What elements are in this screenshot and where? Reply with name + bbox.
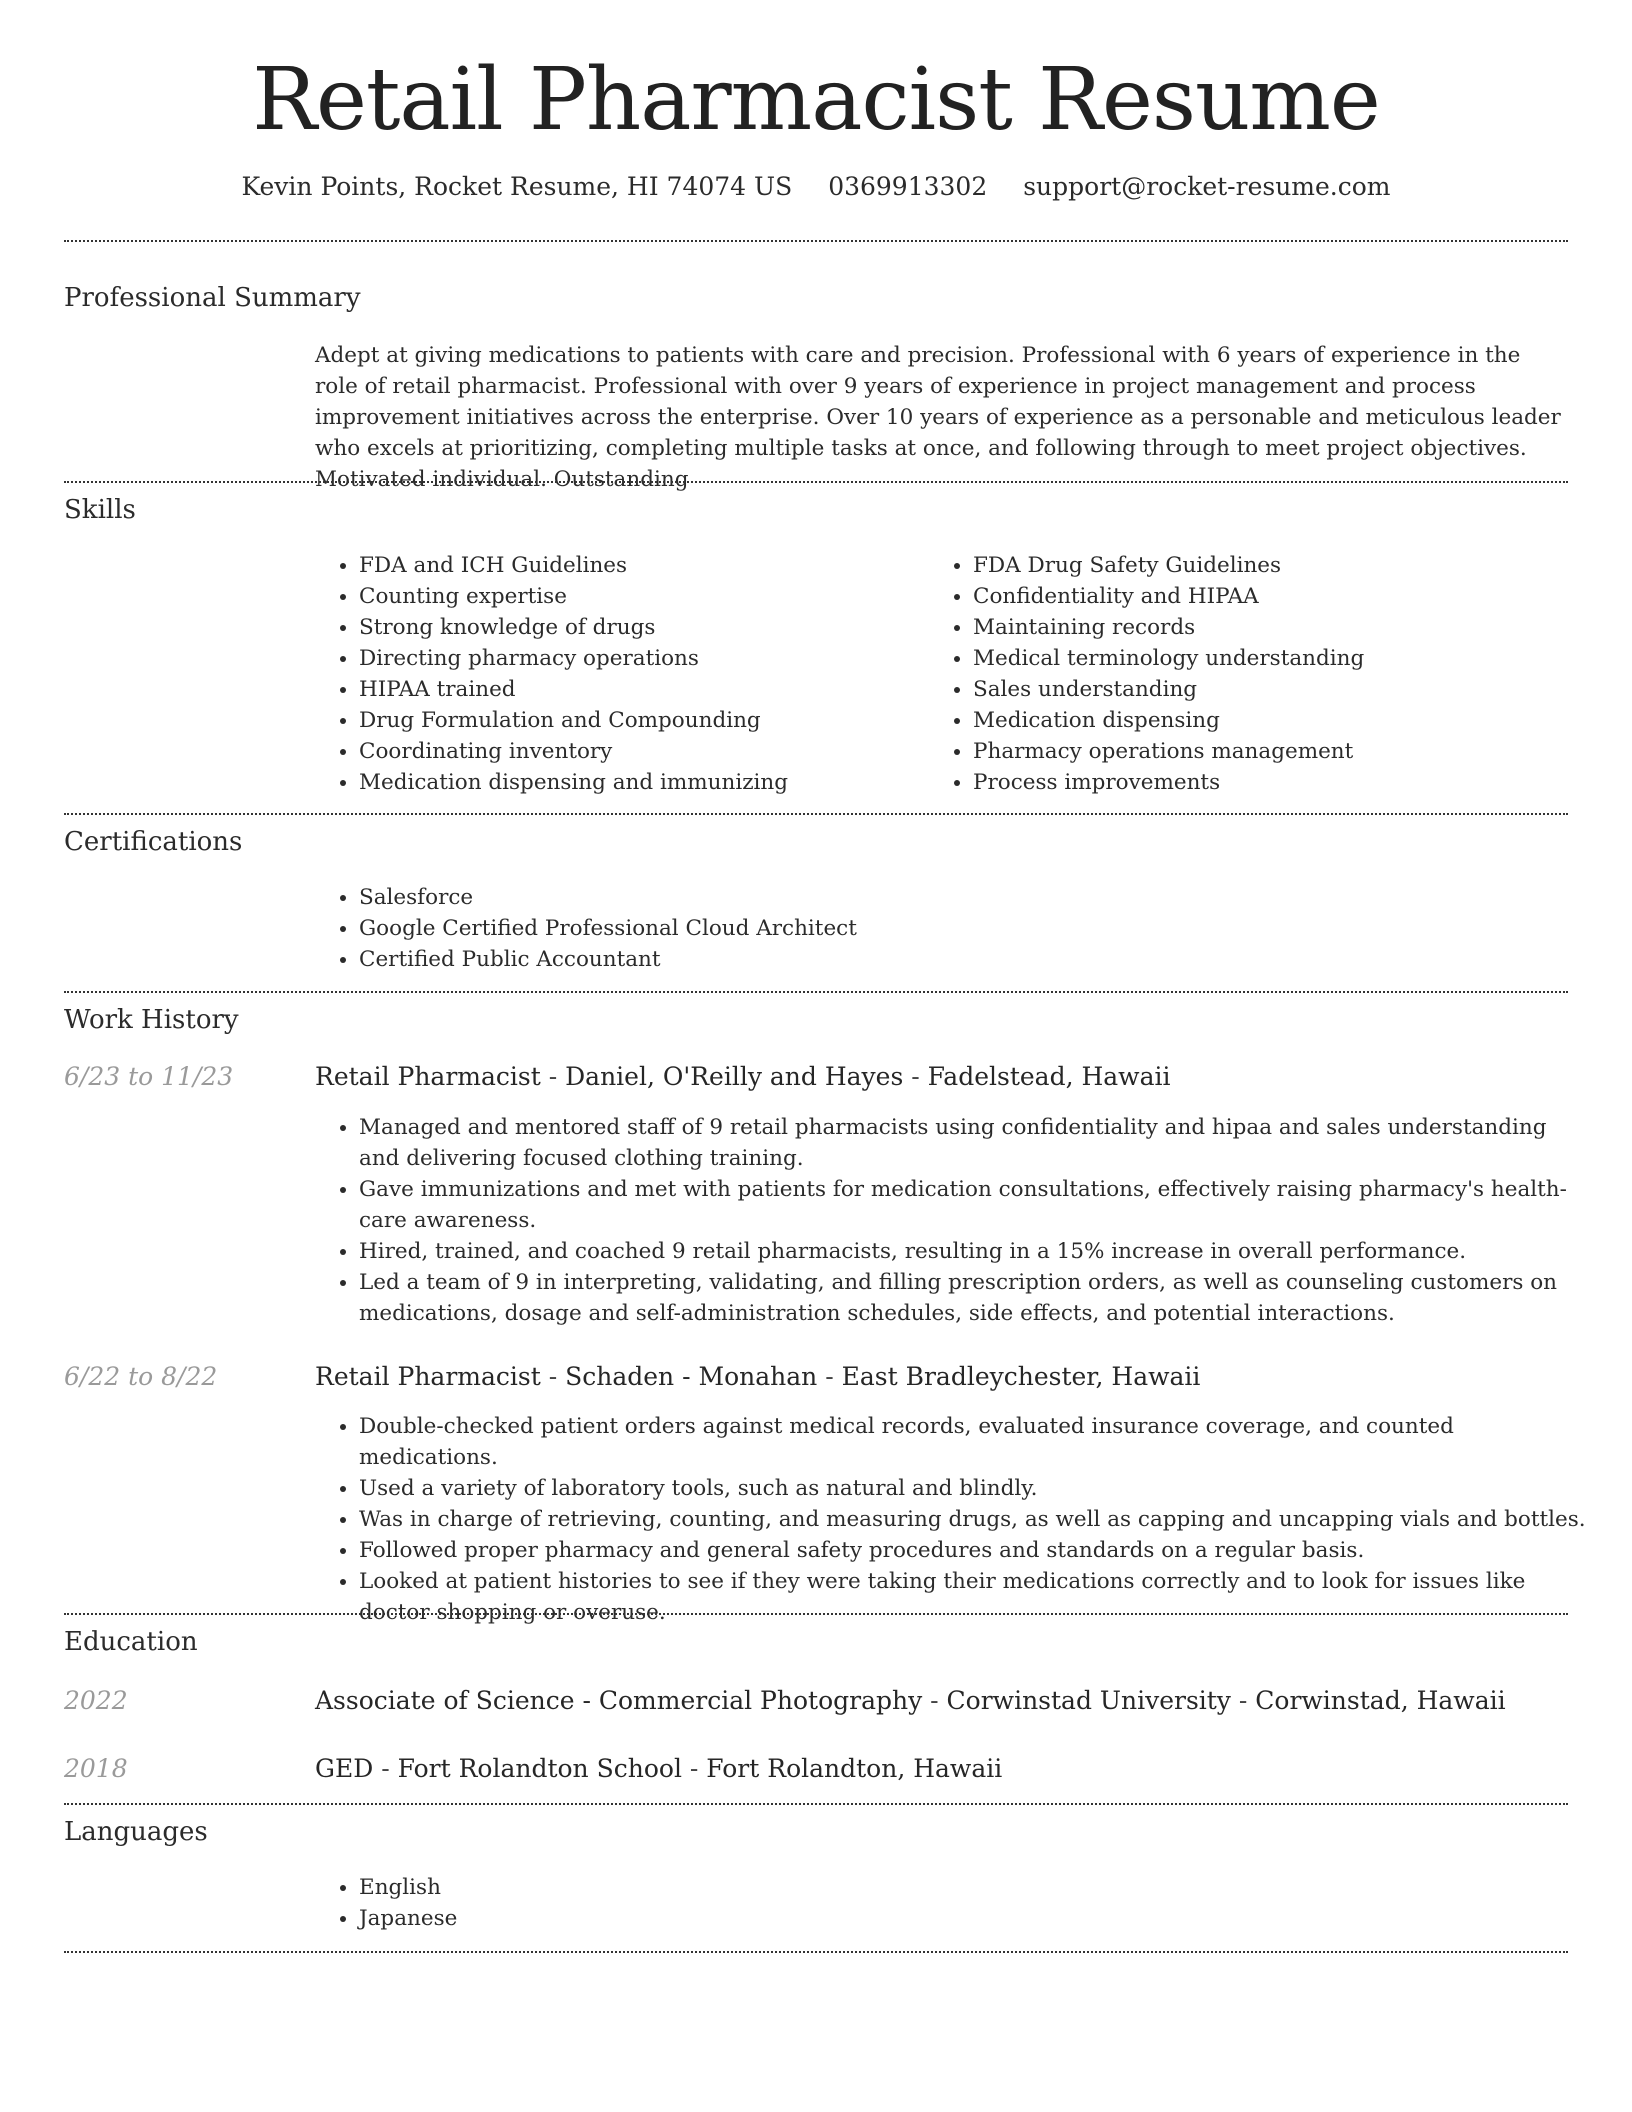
section-title-languages: Languages xyxy=(64,1817,208,1847)
certifications-list xyxy=(315,882,1559,975)
separator: - xyxy=(373,1754,398,1783)
list-item: • FDA and ICH Guidelines xyxy=(359,550,919,581)
list-item: • Drug Formulation and Compounding xyxy=(359,705,919,736)
list-item: • Hired, trained, and coached 9 retail pharmacists, resulting in a 15% increase in overall performance. xyxy=(359,1236,1589,1267)
list-item: • Medication dispensing xyxy=(973,705,1573,736)
list-item: • FDA Drug Safety Guidelines xyxy=(973,550,1573,581)
list-item: • Led a team of 9 in interpreting, validating, and filling prescription orders, as well as counseling customers on medications, dosage and self-administration schedules, side effects, and potential interactions. xyxy=(359,1267,1589,1329)
resume-title: Retail Pharmacist Resume xyxy=(252,50,1380,150)
separator: - xyxy=(903,1062,928,1091)
skills-list-right xyxy=(929,550,1573,798)
list-item: • Google Certified Professional Cloud Architect xyxy=(359,913,1559,944)
separator: - xyxy=(1230,1686,1256,1715)
job-heading xyxy=(315,1060,1170,1094)
contact-address: Kevin Points, Rocket Resume, HI 74074 US xyxy=(241,172,793,201)
job-title: Retail Pharmacist xyxy=(315,1362,541,1391)
list-item: • Was in charge of retrieving, counting, and measuring drugs, as well as capping and uncapping vials and bottles. xyxy=(359,1504,1589,1535)
list-item: • Coordinating inventory xyxy=(359,736,919,767)
skills-list-left xyxy=(315,550,919,798)
job-heading xyxy=(315,1360,1200,1394)
section-title-education: Education xyxy=(64,1627,198,1657)
list-item: • Directing pharmacy operations xyxy=(359,643,919,674)
separator: - xyxy=(540,1062,566,1091)
list-item: • Followed proper pharmacy and general safety procedures and standards on a regular basis. xyxy=(359,1535,1589,1566)
divider xyxy=(64,1803,1568,1805)
job-company: Daniel, O'Reilly and Hayes xyxy=(565,1062,904,1091)
divider xyxy=(64,991,1568,993)
list-item: • Maintaining records xyxy=(973,612,1573,643)
divider xyxy=(64,813,1568,815)
section-title-certifications: Certifications xyxy=(64,827,243,857)
education-year: 2018 xyxy=(64,1754,128,1783)
divider xyxy=(64,1613,1568,1615)
job-bullets xyxy=(315,1411,1589,1628)
list-item: • Used a variety of laboratory tools, such as natural and blindly. xyxy=(359,1473,1589,1504)
divider xyxy=(64,481,1568,483)
list-item: • Counting expertise xyxy=(359,581,919,612)
job-company: Schaden - Monahan xyxy=(565,1362,818,1391)
list-item: • English xyxy=(359,1872,1159,1903)
list-item: • HIPAA trained xyxy=(359,674,919,705)
education-location: Fort Rolandton, Hawaii xyxy=(706,1754,1003,1783)
section-title-summary: Professional Summary xyxy=(64,283,361,313)
summary-text: Adept at giving medications to patients with care and precision. Professional with 6 years of experience in the role of retail pharmacist. Professional with over 9 years of experience in project management and process improvement initiatives across the enterprise. Over 10 years of experience as a personable and meticulous leader who excels at prioritizing, completing multiple tasks at once, and following through to meet project objectives. Motivated individual. Outstanding xyxy=(315,343,1561,492)
job-location: Fadelstead, Hawaii xyxy=(927,1062,1171,1091)
list-item: • Salesforce xyxy=(359,882,1559,913)
divider xyxy=(64,240,1568,242)
separator: - xyxy=(922,1686,947,1715)
education-heading xyxy=(315,1684,1506,1718)
education-school: Fort Rolandton School xyxy=(397,1754,682,1783)
job-bullets xyxy=(315,1112,1589,1329)
list-item: • Strong knowledge of drugs xyxy=(359,612,919,643)
job-title: Retail Pharmacist xyxy=(315,1062,541,1091)
separator: - xyxy=(817,1362,842,1391)
education-degree: GED xyxy=(315,1754,374,1783)
education-year: 2022 xyxy=(64,1686,128,1715)
section-title-work: Work History xyxy=(64,1005,239,1035)
separator: - xyxy=(540,1362,566,1391)
job-dates: 6/23 to 11/23 xyxy=(64,1062,234,1091)
list-item: • Process improvements xyxy=(973,767,1573,798)
education-school: Corwinstad University xyxy=(946,1686,1231,1715)
list-item: • Double-checked patient orders against medical records, evaluated insurance coverage, and counted medications. xyxy=(359,1411,1589,1473)
list-item: • Looked at patient histories to see if they were taking their medications correctly and to look for issues like doctor shopping or overuse. xyxy=(359,1566,1589,1628)
list-item: • Managed and mentored staff of 9 retail pharmacists using confidentiality and hipaa and sales understanding and delivering focused clothing training. xyxy=(359,1112,1589,1174)
list-item: • Japanese xyxy=(359,1903,1159,1934)
list-item: • Pharmacy operations management xyxy=(973,736,1573,767)
education-degree: Associate of Science - Commercial Photography xyxy=(315,1686,923,1715)
job-dates: 6/22 to 8/22 xyxy=(64,1362,218,1391)
education-heading xyxy=(315,1752,1002,1786)
job-location: East Bradleychester, Hawaii xyxy=(841,1362,1201,1391)
divider xyxy=(64,1951,1568,1953)
contact-email[interactable]: support@rocket-resume.com xyxy=(1023,172,1391,201)
languages-list xyxy=(315,1872,1159,1934)
section-title-skills: Skills xyxy=(64,495,136,525)
separator: - xyxy=(681,1754,707,1783)
contact-line xyxy=(0,170,1632,204)
list-item: • Sales understanding xyxy=(973,674,1573,705)
list-item: • Confidentiality and HIPAA xyxy=(973,581,1573,612)
list-item: • Medication dispensing and immunizing xyxy=(359,767,919,798)
list-item: • Gave immunizations and met with patients for medication consultations, effectively raising pharmacy's health-care awareness. xyxy=(359,1174,1589,1236)
contact-phone: 0369913302 xyxy=(828,172,988,201)
education-location: Corwinstad, Hawaii xyxy=(1255,1686,1506,1715)
list-item: • Medical terminology understanding xyxy=(973,643,1573,674)
list-item: • Certified Public Accountant xyxy=(359,944,1559,975)
